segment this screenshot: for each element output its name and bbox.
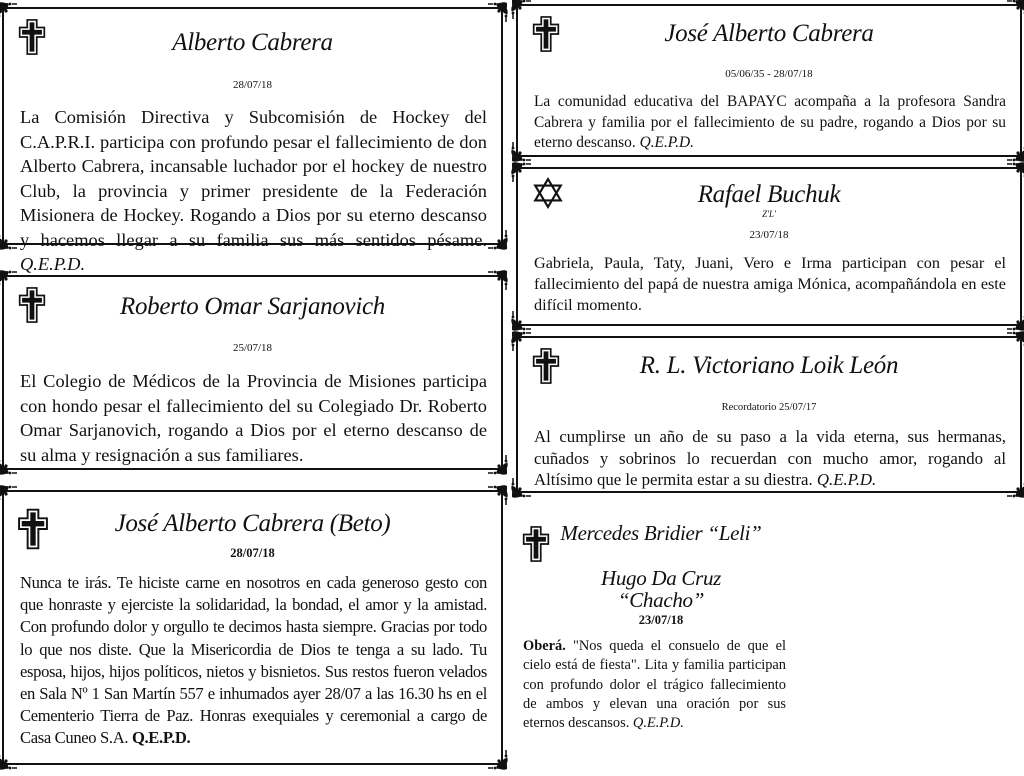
obituary-notice-roberto-omar-sarjanovich [2, 275, 503, 470]
deceased-name-2: Hugo Da Cruz “Chacho” [600, 566, 722, 612]
notice-date: Recordatorio 25/07/17 [721, 402, 817, 413]
corner-ornament-icon [487, 229, 509, 251]
corner-ornament-icon [0, 484, 18, 506]
deceased-name: Roberto Omar Sarjanovich [120, 293, 385, 320]
obituary-notice-alberto-cabrera [2, 7, 503, 274]
notice-date: 28/07/18 [232, 79, 273, 91]
corner-ornament-icon [510, 141, 532, 163]
corner-ornament-icon [1006, 310, 1024, 332]
notice-date: 25/07/18 [232, 342, 273, 354]
qepd-closing: Q.E.P.D. [639, 134, 695, 151]
corner-ornament-icon [1006, 161, 1024, 183]
corner-ornament-icon [487, 1, 509, 23]
deceased-name: R. L. Victoriano Loik León [639, 352, 899, 379]
qepd-closing: Q.E.P.D. [632, 715, 684, 732]
deceased-name-1: Mercedes Bridier “Leli” [560, 521, 762, 545]
deceased-name: José Alberto Cabrera [664, 20, 874, 47]
notice-date: 23/07/18 [638, 613, 684, 627]
notice-body: El Colegio de Médicos de la Provincia de Misiones participa con hondo pesar el fallecimiento del su Colegiado Dr. Roberto Omar Sarjanovich, rogando a Dios por el eterno descanso de su alma y resignación a sus familiares. [20, 371, 487, 465]
corner-ornament-icon [0, 269, 18, 291]
corner-ornament-icon [487, 454, 509, 476]
zl-abbreviation: Z'L' [762, 209, 776, 219]
notice-body: La comunidad educativa del BAPAYC acompaña a la profesora Sandra Cabrera y familia por el fallecimiento de su padre, rogando a Dios por su eterno descanso. Q.E.P.D. [534, 93, 1006, 151]
obituary-notice-jose-alberto-cabrera [516, 4, 1022, 157]
corner-ornament-icon [0, 1, 18, 23]
notice-date: 05/06/35 - 28/07/18 [725, 68, 813, 80]
notice-body: Nunca te irás. Te hiciste carne en nosotros en cada generoso gesto con que honraste y ejerciste la solidaridad, la bondad, el amor y la amistad. Con profundo dolor y orgullo te decimos hasta siempre. Gracias por todo lo que nos diste. Que la Misericordia de Dios te tenga a su lado. Tu esposa, hijos, hijos políticos, nietos y bisnietos. Sus restos fueron velados en Sala Nº 1 San Martín 557 e inhumados ayer 28/07 a las 16.30 hs en el Cementerio Tierra de Paz. Honras exequiales y ceremonial a cargo de Casa Cuneo S.A. Q.E.P.D. [20, 573, 487, 748]
corner-ornament-icon [0, 749, 18, 771]
corner-ornament-icon [1006, 477, 1024, 499]
deceased-name: José Alberto Cabrera (Beto) [114, 510, 391, 537]
location-label: Oberá. [523, 638, 566, 654]
notice-date: 28/07/18 [230, 546, 275, 560]
corner-ornament-icon [0, 229, 18, 251]
corner-ornament-icon [510, 330, 532, 352]
obituary-notice-rafael-buchuk [516, 167, 1022, 326]
latin-cross-icon [522, 526, 550, 562]
corner-ornament-icon [1006, 0, 1024, 20]
corner-ornament-icon [0, 454, 18, 476]
notice-body: La Comisión Directiva y Subcomisión de Hockey del C.A.P.R.I. participa con profundo pesar el fallecimiento de don Alberto Cabrera, incansable luchador por el hockey de nuestro Club, la provincia y primer presidente de la Federación Misionera de Hockey. Rogando a Dios por su eterno descanso y hacemos llegar a su familia sus más sentidos pésame. Q.E.P.D. [20, 107, 487, 274]
corner-ornament-icon [510, 477, 532, 499]
qepd-closing: Q.E.P.D. [20, 254, 86, 274]
obituary-notice-jose-alberto-cabrera-beto [2, 490, 503, 765]
notice-body: Oberá. "Nos queda el consuelo de que el cielo está de fiesta". Lita y familia participan con profundo dolor el trágico fallecimiento de ambos y elevan una oración por sus eternos descansos. Q.E.P.D. [523, 638, 786, 732]
corner-ornament-icon [510, 310, 532, 332]
corner-ornament-icon [487, 484, 509, 506]
notice-body: Gabriela, Paula, Taty, Juani, Vero e Irma participan con pesar el fallecimiento del papá de nuestra amiga Mónica, acompañándola en este difícil momento. [534, 254, 1006, 314]
corner-ornament-icon [1006, 330, 1024, 352]
notice-body: Al cumplirse un año de su paso a la vida eterna, sus hermanas, cuñados y sobrinos lo recuerdan con mucho amor, rogando al Altísimo que le permita estar a su diestra. Q.E.P.D. [534, 427, 1006, 489]
corner-ornament-icon [487, 269, 509, 291]
notice-date: 23/07/18 [749, 229, 789, 241]
deceased-name: Rafael Buchuk [697, 181, 841, 208]
corner-ornament-icon [510, 0, 532, 20]
corner-ornament-icon [487, 749, 509, 771]
obituary-notice-mercedes-bridier-hugo-da-cruz [516, 520, 796, 770]
corner-ornament-icon [1006, 141, 1024, 163]
qepd-closing: Q.E.P.D. [816, 470, 877, 489]
qepd-closing: Q.E.P.D. [131, 728, 191, 748]
deceased-name: Alberto Cabrera [172, 29, 333, 56]
obituary-notice-victoriano-loik-leon [516, 336, 1022, 493]
corner-ornament-icon [510, 161, 532, 183]
